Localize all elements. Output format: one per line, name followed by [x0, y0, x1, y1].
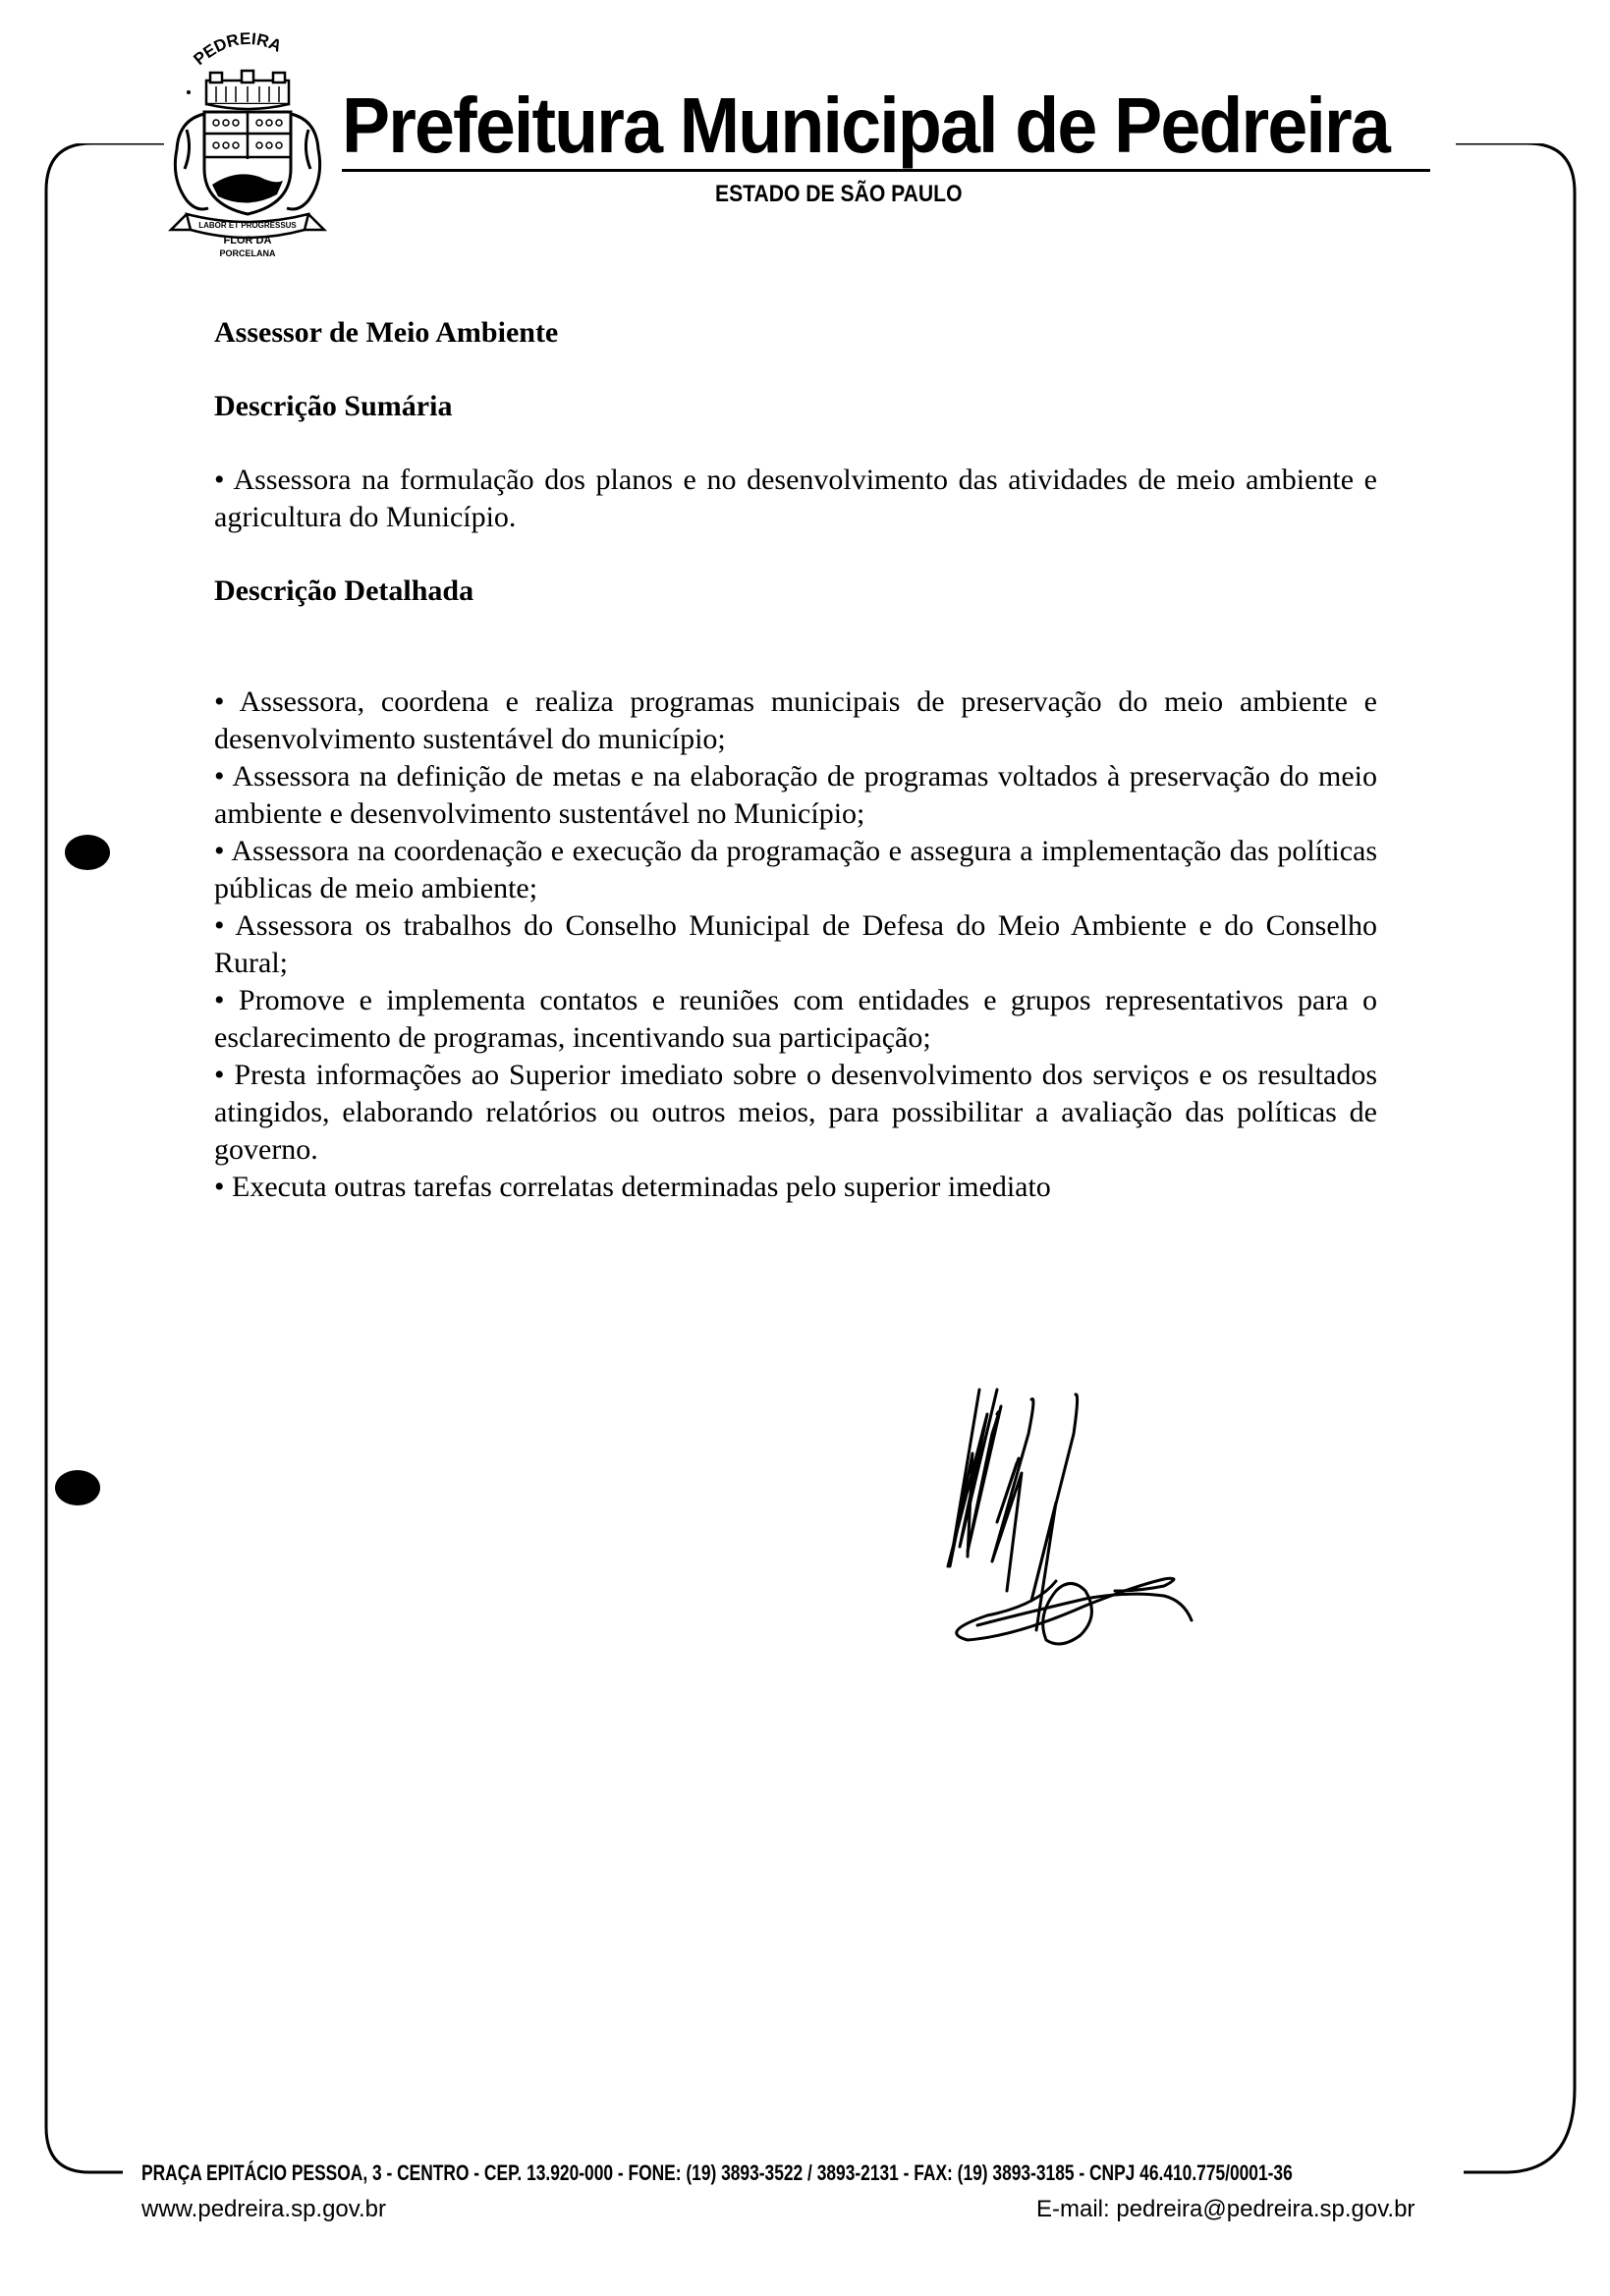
- detail-item: • Assessora na definição de metas e na elaboração de programas voltados à preservação do meio ambiente e desenvolvimento sustentável no Município;: [214, 760, 1377, 830]
- summary-text: • Assessora na formulação dos planos e no desenvolvimento das atividades de meio ambiente e agricultura do Município.: [214, 464, 1377, 533]
- job-title: Assessor de Meio Ambiente: [214, 316, 559, 349]
- municipal-coat-of-arms-icon: [157, 12, 334, 257]
- punch-hole: [55, 1470, 100, 1505]
- punch-hole: [65, 835, 110, 870]
- detail-item: • Presta informações ao Superior imediato sobre o desenvolvimento dos serviços e os resultados atingidos, elaborando relatórios ou outros meios, para possibilitar a avaliação das políticas de governo.: [214, 1059, 1377, 1166]
- detail-item: • Assessora na coordenação e execução da programação e assegura a implementação das políticas públicas de meio ambiente;: [214, 835, 1377, 904]
- footer-address: PRAÇA EPITÁCIO PESSOA, 3 - CENTRO - CEP. 13.920-000 - FONE: (19) 3893-3522 / 3893-2131 - FAX: (19) 3893-3185 - CNPJ 46.410.775/0001-36: [141, 2160, 1293, 2185]
- crest-top-text: PEDREIRA: [190, 28, 285, 70]
- footer-website[interactable]: www.pedreira.sp.gov.br: [141, 2196, 386, 2222]
- footer-email[interactable]: E-mail: pedreira@pedreira.sp.gov.br: [1036, 2196, 1416, 2222]
- letterhead-subtitle: ESTADO DE SÃO PAULO: [715, 181, 963, 207]
- detail-item: • Assessora, coordena e realiza programas municipais de preservação do meio ambiente e desenvolvimento sustentável do município;: [214, 685, 1377, 755]
- crest-motto: LABOR ET PROGRESSUS: [198, 221, 297, 230]
- crest-bottom-line1: FLOR DA: [223, 235, 272, 246]
- detail-list: [214, 683, 1377, 1206]
- letterhead-title: Prefeitura Municipal de Pedreira: [342, 82, 1389, 169]
- detail-item: • Promove e implementa contatos e reuniões com entidades e grupos representativos para o esclarecimento de programas, incentivando sua participação;: [214, 984, 1377, 1054]
- detail-heading: Descrição Detalhada: [214, 574, 474, 607]
- letterhead-underline: [342, 169, 1430, 172]
- detail-item: • Assessora os trabalhos do Conselho Municipal de Defesa do Meio Ambiente e do Conselho Rural;: [214, 909, 1377, 979]
- svg-text:PEDREIRA: [190, 29, 284, 69]
- handwritten-signature-icon: [938, 1355, 1194, 1650]
- crest-bottom-line2: PORCELANA: [219, 248, 276, 257]
- document-body: [214, 314, 1377, 1206]
- summary-heading: Descrição Sumária: [214, 390, 453, 422]
- detail-item: • Executa outras tarefas correlatas determinadas pelo superior imediato: [214, 1171, 1051, 1203]
